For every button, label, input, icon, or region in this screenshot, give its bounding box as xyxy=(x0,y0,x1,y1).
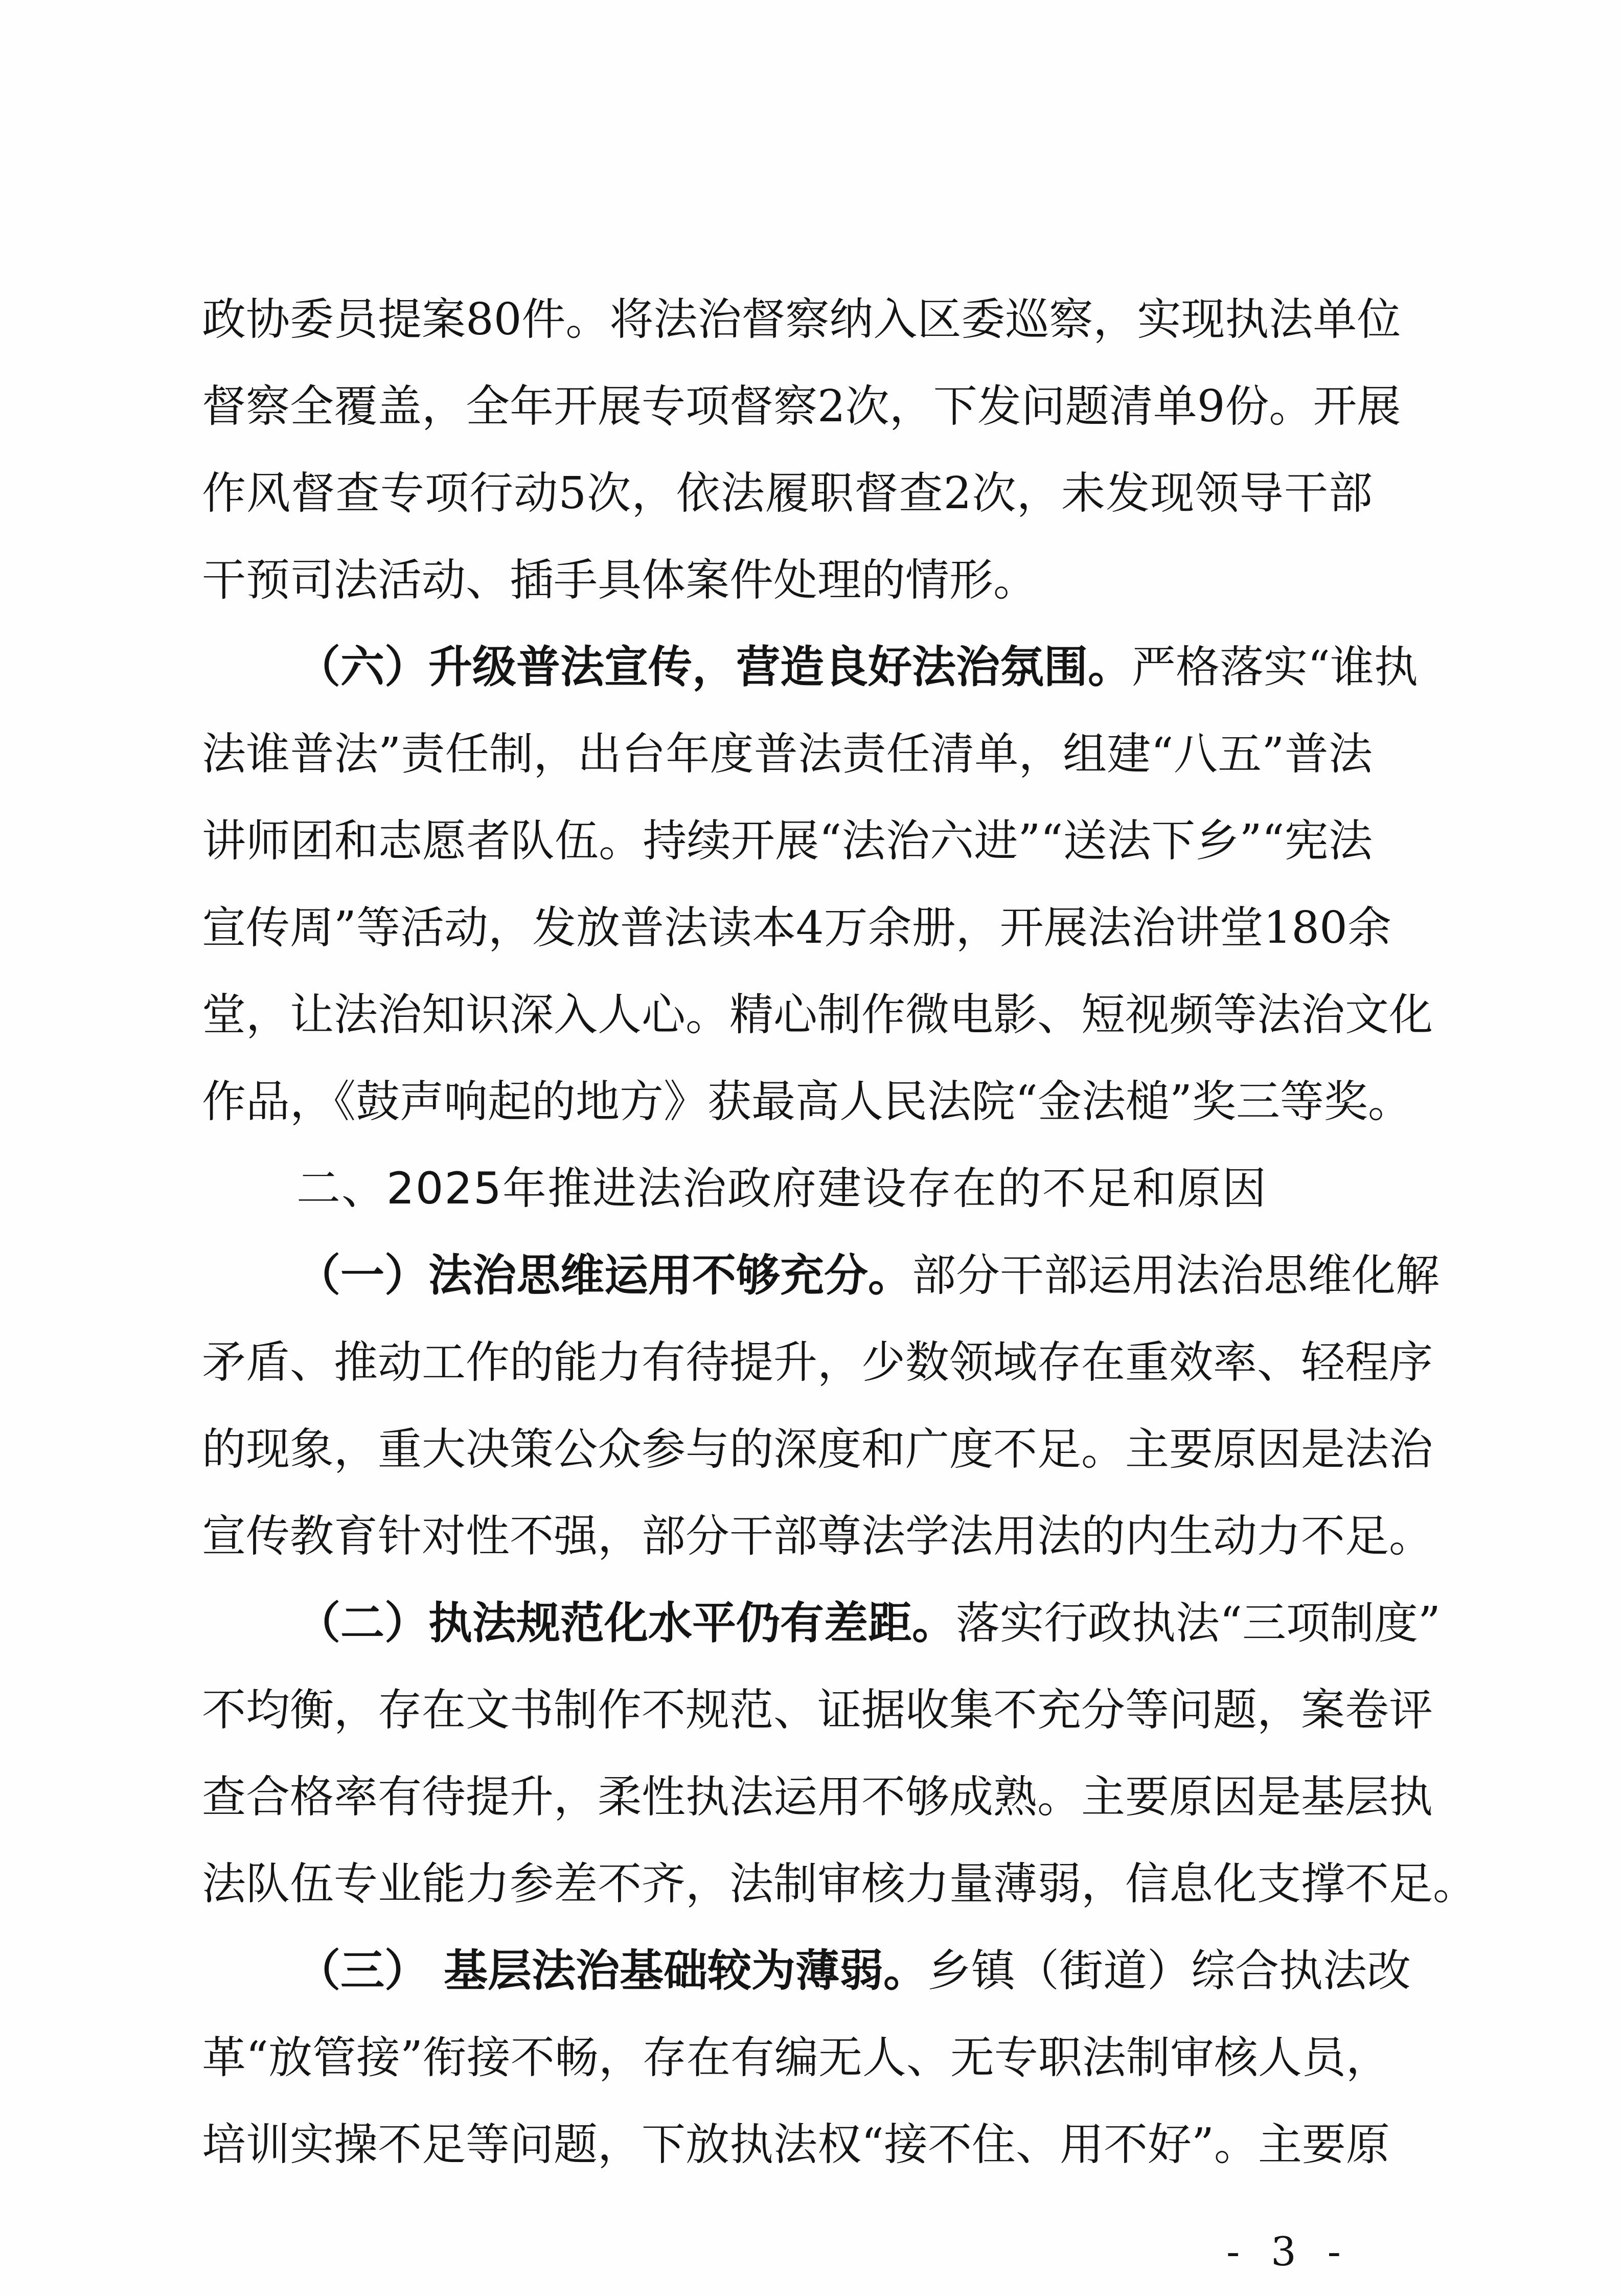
section-lead-title: （三） 基层法治基础较为薄弱。 xyxy=(296,1945,927,1996)
section-lead-title: （二）执法规范化水平仍有差距。 xyxy=(296,1597,956,1649)
paragraph-line: 培训实操不足等问题，下放执法权“接不住、用不好”。主要原 xyxy=(202,2119,1390,2170)
paragraph-line: 宣传教育针对性不强，部分干部尊法学法用法的内生动力不足。 xyxy=(202,1511,1433,1562)
section-lead-text: 部分干部运用法治思维化解 xyxy=(912,1250,1440,1301)
section-lead-title: （一）法治思维运用不够充分。 xyxy=(296,1249,912,1301)
section-lead-line xyxy=(296,1945,1411,1996)
section-lead-title: （六）升级普法宣传，营造良好法治氛围。 xyxy=(296,641,1132,693)
paragraph-line: 堂，让法治知识深入人心。精心制作微电影、短视频等法治文化 xyxy=(202,989,1433,1040)
paragraph-line: 法谁普法”责任制，出台年度普法责任清单，组建“八五”普法 xyxy=(202,729,1373,780)
paragraph-line: 革“放管接”衔接不畅，存在有编无人、无专职法制审核人员， xyxy=(202,2032,1390,2083)
paragraph-line: 讲师团和志愿者队伍。持续开展“法治六进”“送法下乡”“宪法 xyxy=(202,815,1373,867)
paragraph-line: 不均衡，存在文书制作不规范、证据收集不充分等问题，案卷评 xyxy=(202,1685,1433,1736)
paragraph-line: 的现象，重大决策公众参与的深度和广度不足。主要原因是法治 xyxy=(202,1424,1433,1475)
section-lead-text: 严格落实“谁执 xyxy=(1132,642,1418,693)
section-lead-line xyxy=(296,1597,1441,1649)
paragraph-line: 作风督查专项行动5次，依法履职督查2次，未发现领导干部 xyxy=(202,468,1373,519)
paragraph-line: 法队伍专业能力参差不齐，法制审核力量薄弱，信息化支撑不足。 xyxy=(202,1858,1477,1909)
paragraph-line: 宣传周”等活动，发放普法读本4万余册，开展法治讲堂180余 xyxy=(202,902,1391,953)
paragraph-line: 矛盾、推动工作的能力有待提升，少数领域存在重效率、轻程序 xyxy=(202,1337,1433,1388)
paragraph-line: 督察全覆盖，全年开展专项督察2次，下发问题清单9份。开展 xyxy=(202,381,1401,432)
section-lead-line xyxy=(296,641,1418,693)
paragraph-line: 政协委员提案80件。将法治督察纳入区委巡察，实现执法单位 xyxy=(202,294,1401,345)
section-heading: 二、2025年推进法治政府建设存在的不足和原因 xyxy=(296,1163,1267,1214)
page-number: - 3 - xyxy=(1226,2229,1350,2275)
paragraph-line: 查合格率有待提升，柔性执法运用不够成熟。主要原因是基层执 xyxy=(202,1771,1433,1823)
paragraph-line: 干预司法活动、插手具体案件处理的情形。 xyxy=(202,555,1037,606)
paragraph-line: 作品，《鼓声响起的地方》获最高人民法院“金法槌”奖三等奖。 xyxy=(202,1076,1412,1127)
section-lead-text: 乡镇（街道）综合执法改 xyxy=(927,1945,1411,1996)
section-lead-line xyxy=(296,1249,1440,1301)
section-lead-text: 落实行政执法“三项制度” xyxy=(956,1598,1441,1649)
